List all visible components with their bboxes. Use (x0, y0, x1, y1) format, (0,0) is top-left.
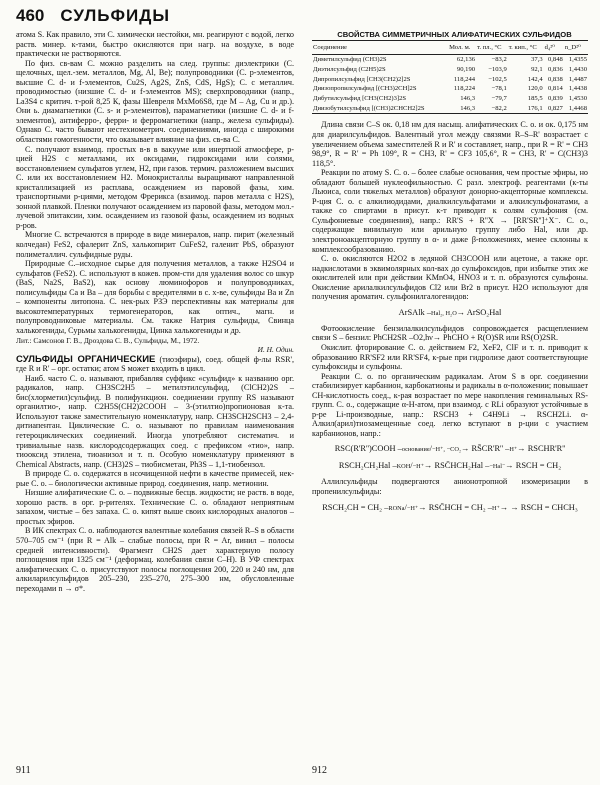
eq-condition: KOH (396, 463, 411, 471)
paragraph: Многие С. встречаются в природе в виде минералов, напр. пирит (железный колчедан) FeS2, сфалерит ZnS, халькопирит CuFeS2, галенит PbS, образуют полиметаллич. сульфидные руды. (16, 230, 294, 259)
value-cell: −103,9 (488, 65, 507, 73)
value-cell: 1,4487 (568, 75, 587, 83)
eq-reactant: ArSAlk (398, 307, 425, 317)
value-cell: −102,5 (488, 75, 507, 83)
eq-arrow: –основание/−H⁺, −CO₂→ (397, 444, 472, 454)
paragraph: В ИК спектрах С. о. наблюдаются валентные колебания связей R–S в области 570–705 см⁻¹ (при R = Alk – слабые полосы, при R = Ar, винил – полосы средней интенсивности). Фрагмент CH2S дает характерную полосу поглощения при 1325 см⁻¹ (деформац. колебания связи C–H). В УФ спектрах алифатических С. о. присутствуют полосы поглощения 200, 220 и 240 нм, для алкиларилсульфидов 205–230, 235–270, 275–300 нм, обусловленные переходами n → σ*. (16, 526, 294, 593)
page-number: 460 (16, 6, 45, 25)
paragraph: Длина связи C–S ок. 0,18 нм для насыщ. алифатических С. о. и ок. 0,175 нм для диарилсульфидов. Валентный угол между связями R–S–R' возрастает с увеличением объема заместителей R и R' и составляет, напр., при R = R' = CH3 98,9°, R = R' = Ph 109°, R = CH3, R' = CF3 105,6°, R = CH3, R' = C(CH3)3 118,5°. (312, 120, 588, 168)
page-title: СУЛЬФИДЫ (60, 6, 170, 25)
table-header: Мол. м. (448, 40, 476, 55)
value-cell: 92,1 (531, 65, 543, 73)
value-cell: 120,0 (527, 85, 543, 93)
value-cell: 0,838 (547, 75, 563, 83)
eq-reactant: RSCH₂CH = CH₂ (322, 502, 383, 512)
paragraph: Аллилсульфиды подвергаются анионотропной изомеризации в пропенилсульфиды: (312, 477, 588, 496)
paragraph: Окислит. фторирование С. о. действием F2, XeF2, ClF и т. п. приводит к образованию RR'SF2 или RR'SF4, к-рые при гидролизе дают соответствующие сульфоксиды и сульфоны. (312, 342, 588, 372)
eq-intermediate: RSC̄HCH = CH₂ (428, 502, 486, 512)
value-cell: 1,4438 (568, 85, 587, 93)
eq-condition: −H⁺, −CO₂ (432, 446, 462, 454)
eq-reactant: RSCH₂CH₂Hal (338, 461, 391, 471)
table-row (312, 75, 588, 85)
entry-header (16, 355, 294, 374)
value-cell: 0,848 (547, 56, 563, 64)
footer-page-left: 911 (16, 765, 31, 776)
value-cell: 142,4 (527, 75, 543, 83)
value-cell: −78,1 (491, 85, 507, 93)
eq-condition: основание (401, 446, 430, 454)
eq-product: ArSO₂Hal (466, 307, 502, 317)
value-cell: 0,814 (547, 85, 563, 93)
value-cell: 0,836 (547, 65, 563, 73)
eq-product: RSCH = CH₂ (515, 461, 562, 471)
paragraph: Низшие алифатические С. о. – подвижные бесцв. жидкости; не раств. в воде, хорошо раств. в орг. р-рителях. Технические С. о. обладают неприятным запахом, чистые – без запаха. С. о. кипят выше своих кислородных аналогов – простых эфиров. (16, 488, 294, 526)
paragraph: С. о. окисляются H2O2 в ледяной CH3COOH или ацетоне, а также орг. надкислотами в эквимолярных кол-вах до сульфоксидов, при избытке этих же окислителей или при действии KMnO4, HNO3 и т. п. образуются сульфоны. Окисление арилалкилсульфидов Cl2 или Br2 в присут. H2O используют для получения ароматич. сульфонилгалогенидов: (312, 254, 588, 302)
eq-condition: −H⁺ (406, 504, 419, 512)
value-cell: 146,3 (460, 95, 476, 103)
value-cell: −83,2 (491, 56, 507, 64)
value-cell: 1,4468 (564, 104, 588, 114)
table-caption: СВОЙСТВА СИММЕТРИЧНЫХ АЛИФАТИЧЕСКИХ СУЛЬФИДОВ (337, 30, 572, 39)
paragraph: атома S. Как правило, эти С. химически нестойки, мн. реагируют с водой, легко раств. минер. к-тами, быстро окисляются при нагр. на воздухе, в воде практически не растворяются. (16, 30, 294, 59)
table-header: т. кип., °С (508, 40, 544, 55)
table-header: т. пл., °С (476, 40, 508, 55)
eq-intermediate: RS̄CR'R'' (471, 444, 504, 454)
eq-product: → RSCH = CHCH₃ (510, 502, 578, 512)
paragraph: Реакции С. о. по органическим радикалам. Атом S в орг. соединении стабилизирует карбанион, карбокатионы и радикалы в α-положении; повышает CH-кислотность соед., к-рая возрастает по мере накопления геминальных RS-групп. С. о., содержащие α-H-атом, при взаимод. с RLi образуют устойчивые в р-ре Li-производные, напр.: RSCH3 + C4H9Li → RSCH2Li. α-Алкил(арил)тиозамещенные соед. легко вступают в р-ции с участием карбанионов, напр.: (312, 371, 588, 438)
table-row (312, 55, 588, 65)
value-cell: 37,3 (531, 56, 543, 64)
literature-reference: Лит.: Самсонов Г. В., Дроздова С. В., Сульфиды, М., 1972. (16, 335, 200, 345)
compound-name-cell: Диэтилсульфид (C2H5)2S (313, 65, 386, 73)
equation-isomerization (312, 502, 588, 514)
equation-halogen-oxidation (312, 307, 588, 319)
eq-reactant: RSC(R'R'')COOH (334, 444, 396, 454)
eq-arrow: –KOH/−H⁺→ (392, 461, 435, 471)
table-row (312, 65, 588, 75)
eq-arrow: –−Hal⁻→ (485, 461, 516, 471)
paragraph: Реакции по атому S. С. о. – более слабые основания, чем простые эфиры, но обладают большей нуклеофильностью. С разл. электроф. реагентами (к-ты Льюиса, соли тяжелых металлов) образуют донорно-акцепторные комплексы. Р-ция С. о. с алкилиодидами, диалкилсульфатами и алкилсульфонатами, а также со спиртами в присут. к-т приводит к солям сульфония (см. Сульфониевые соединения), напр.: RR'S + R''X → [RR'SR'']⁺X⁻. С. о., содержащие винильную или арильную группу либо Hal, или др. электроноакцепторную группу в α- и даже β-положениях, менее склонны к комплексообразованию. (312, 168, 588, 254)
value-cell: 0,827 (544, 104, 564, 114)
table-row (312, 94, 588, 104)
value-cell: −79,7 (491, 95, 507, 103)
entry-title: СУЛЬФИДЫ ОРГАНИЧЕСКИЕ (16, 353, 156, 365)
eq-arrow: –Hal₂, H₂O→ (426, 307, 467, 317)
eq-arrow: –RONa/−H⁺→ (384, 502, 429, 512)
value-cell: 146,3 (448, 104, 476, 114)
eq-condition: RONa (388, 504, 405, 512)
eq-condition: −H⁺ (412, 463, 425, 471)
compound-name-cell: Дипропилсульфид [CH3(CH2)2]2S (313, 75, 411, 83)
value-cell: 62,136 (456, 56, 476, 64)
eq-condition: H⁺ (509, 446, 518, 454)
paragraph: Природные С.–исходное сырье для получения металлов, а также H2SO4 и сульфатов (FeS2). С. используют в кожев. пром-сти для удаления волос со шкур (BaS, Na2S, BaS2), как основу люминофоров и полупроводниках, полисульфиды Ca и Ba – для борьбы с вредителями в с. х-ве, сульфиды Ba и Zn – компоненты литопона. С. нек-рых РЗЭ перспективны как материалы для высокотемпературных термогенераторов, как оптич., магн. и полупроводниковые материалы. См. также Натрия сульфиды, Свинца халькогениды, Сурьмы халькогениды, Цинка халькогениды и др. (16, 259, 294, 335)
paragraph: Наиб. часто С. о. называют, прибавляя суффикс «сульфид» к названию орг. радикалов, напр. CH3SC2H5 – метилэтилсульфид, (ClCH2)2S – бис(хлорметил)сульфид. В полифункцион. соединении группу RS называют органилтио-, напр. C2H5S(CH2)2COOH – 3-(этилтио)пропионовая к-та. Используют также заместительную номенклатуру, напр. CH3SCH2SCH3 – 2,4-дитиапентан. Циклические С. о. называют по правилам наименования гетероциклических соединений. Иногда употребляют систематич. и тривиальные назв. кислородсодержащих соед. с префиксом «тио», напр. тиооксид этилена, тиоанизол и т. п. Особую номенклатуру применяют в Chemical Abstracts, напр. (CH3)2S – тиобисметан, Ph3S – 1,1-тиобензол. (16, 373, 294, 469)
table-row (312, 104, 588, 114)
properties-table (312, 40, 588, 115)
table-header-row (312, 40, 588, 55)
value-cell: 118,244 (453, 75, 476, 83)
value-cell: 1,4355 (568, 56, 587, 64)
right-column (312, 30, 588, 755)
value-cell: 0,839 (547, 95, 563, 103)
equation-elimination (312, 460, 588, 472)
compound-name-cell: Диметилсульфид (CH3)2S (313, 56, 387, 64)
compound-name-cell: Диизопропилсульфид [(CH3)2CH]2S (313, 85, 417, 93)
compound-name-cell: Дибутилсульфид [CH3(CH2)3]2S (313, 95, 407, 103)
entry-definition: (тиоэфиры), соед. общей ф-лы RSR', где R и R' – орг. остатки; атом S может входить в цикл. (16, 354, 294, 374)
eq-condition: −Hal⁻ (489, 463, 506, 471)
table-header: d₄²⁰ (544, 40, 564, 55)
value-cell: 176,1 (508, 104, 544, 114)
value-cell: −82,2 (476, 104, 508, 114)
eq-product: RSCHR'R'' (527, 444, 566, 454)
paragraph: Фотоокисление бензилалкилсульфидов сопровождается расщеплением связи S – бензил: PhCH2SR –O2,hν→ PhCHO + R(O)SR или RS(O)2SR. (312, 323, 588, 343)
value-cell: 118,224 (453, 85, 476, 93)
value-cell: 185,5 (527, 95, 543, 103)
value-cell: 1,4430 (568, 65, 587, 73)
running-header (16, 6, 170, 28)
paragraph: С. получают взаимод. простых в-в в вакууме или инертной атмосфере, р-цией H2S с металлами, их оксидами, гидроксидами или солями, восстановлением сульфатов углем, H2, при газов. термич. разложением высших С. или их восстановлением H2. Монокристаллы выращивают направленной кристаллизацией из расплава, осаждением из паровой фазы, хим. транспортными р-циями, методом Фрерикса (взаимод. паров металла с H2S), зонной плавкой. Пленки получают осаждением из паровой фазы, методом мол.-лучевой эпитаксии, хим. осаждением из газовой фазы, осаждением из водных р-ров. (16, 144, 294, 230)
left-column (16, 30, 294, 755)
eq-condition: Hal₂, H₂O (431, 309, 457, 317)
paragraph: В природе С. о. содержатся в нсочищенной нефти в качестве примесей, нек-рые С. о. – биологически активные природ. соединения, напр. метионин. (16, 469, 294, 488)
paragraph: По физ. св-вам С. можно разделить на след. группы: диэлектрики (С. щелочных, щел.-зем. металлов, Mg, Al, Be); полупроводники (С. p-элементов, высшие С. d- и f-элементов, Cu2S, Ag2S, ZnS, CdS, HgS); С. с металлич. проводимостью (низшие С. d- и f-элементов MS); сверхпроводники (напр., La3S4 с критич. т-рой 8,25 К, фазы Шевреля MxMo6S8, где M – Ag, Cu и др.). Они ь. диамагнетики (С. s- и p-элементов), парамагнетики (низшие С. d- и f-элементов), антиферро-, ферри- и ферромагнетики (напр., железа сульфиды). Однако С. часто бывают нестехиометрич. соединениями, иногда с широкими областями гомогенности, что оказывает влияние на физ. св-ва С. (16, 58, 294, 145)
author-signature: И. Н. Один. (257, 345, 294, 355)
eq-arrow: –H⁺→ (505, 444, 528, 454)
eq-intermediate: RSC̄HCH₂Hal (434, 461, 484, 471)
eq-condition: H⁺ (491, 504, 500, 512)
value-cell: 1,4530 (568, 95, 587, 103)
table-header: n_D²⁰ (564, 40, 588, 55)
footer-page-right: 912 (312, 765, 327, 776)
table-row (312, 84, 588, 94)
equation-decarboxylation (312, 443, 588, 455)
compound-name-cell: Диизобутилсульфид [(CH3)2CHCH2]2S (312, 104, 448, 114)
value-cell: 90,190 (456, 65, 476, 73)
eq-arrow: –H⁺→ (487, 502, 511, 512)
table-header: Соединение (312, 40, 448, 55)
